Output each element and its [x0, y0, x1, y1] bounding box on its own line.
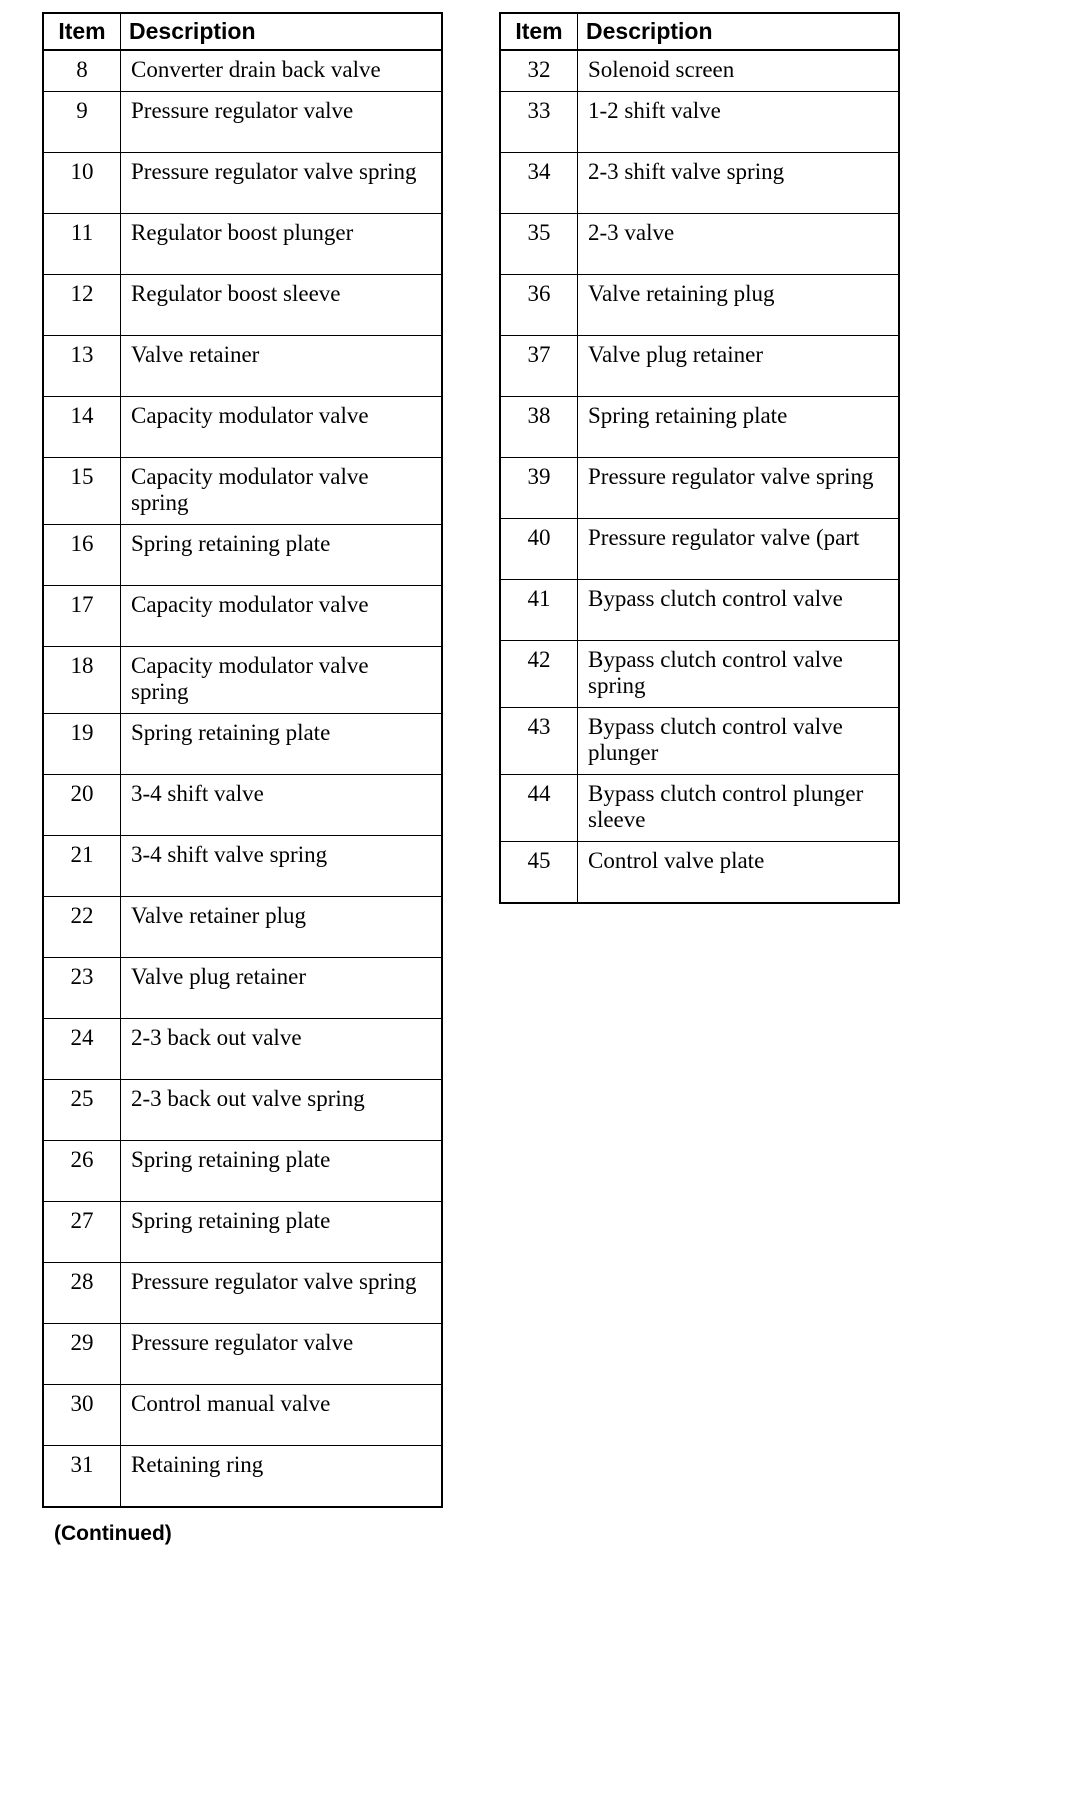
table-row: [43, 647, 442, 714]
description-cell: Pressure regulator valve spring: [121, 1263, 443, 1324]
table-row: [500, 50, 899, 92]
table-row: [500, 519, 899, 580]
description-cell: Bypass clutch control valve: [578, 580, 900, 641]
description-cell: Pressure regulator valve spring: [121, 153, 443, 214]
table-row: [43, 275, 442, 336]
description-cell: Pressure regulator valve: [121, 92, 443, 153]
description-cell: Spring retaining plate: [121, 714, 443, 775]
item-cell: 19: [43, 714, 121, 775]
item-cell: 11: [43, 214, 121, 275]
description-cell: Pressure regulator valve: [121, 1324, 443, 1385]
table-row: [43, 153, 442, 214]
description-cell: Valve plug retainer: [121, 958, 443, 1019]
table-row: [43, 714, 442, 775]
table-row: [43, 1019, 442, 1080]
description-cell: 3-4 shift valve: [121, 775, 443, 836]
table-row: [500, 153, 899, 214]
item-cell: 13: [43, 336, 121, 397]
item-cell: 29: [43, 1324, 121, 1385]
description-cell: Capacity modulator valve: [121, 397, 443, 458]
description-cell: 3-4 shift valve spring: [121, 836, 443, 897]
table-row: [43, 50, 442, 92]
table-row: [43, 958, 442, 1019]
table-row: [43, 1446, 442, 1508]
description-cell: Pressure regulator valve spring: [578, 458, 900, 519]
table-row: [43, 1324, 442, 1385]
description-cell: Valve plug retainer: [578, 336, 900, 397]
description-cell: Control manual valve: [121, 1385, 443, 1446]
item-header-cell: Item: [500, 13, 578, 50]
item-cell: 14: [43, 397, 121, 458]
parts-table-right: [499, 12, 900, 904]
description-cell: Converter drain back valve: [121, 50, 443, 92]
description-cell: Regulator boost sleeve: [121, 275, 443, 336]
description-cell: Bypass clutch control valve spring: [578, 641, 900, 708]
item-cell: 22: [43, 897, 121, 958]
table-row: [43, 92, 442, 153]
description-header-cell: Description: [121, 13, 443, 50]
description-cell: Pressure regulator valve (part: [578, 519, 900, 580]
description-cell: Retaining ring: [121, 1446, 443, 1508]
table-row: [500, 842, 899, 904]
item-cell: 31: [43, 1446, 121, 1508]
item-cell: 16: [43, 525, 121, 586]
item-cell: 17: [43, 586, 121, 647]
table-row: [500, 708, 899, 775]
table-row: [43, 458, 442, 525]
description-cell: Bypass clutch control plunger sleeve: [578, 775, 900, 842]
table-row: [500, 580, 899, 641]
header-row: [500, 13, 899, 50]
table-row: [43, 214, 442, 275]
item-header-cell: Item: [43, 13, 121, 50]
item-cell: 41: [500, 580, 578, 641]
table-row: [43, 397, 442, 458]
description-cell: Valve retainer plug: [121, 897, 443, 958]
item-cell: 28: [43, 1263, 121, 1324]
description-cell: Spring retaining plate: [578, 397, 900, 458]
description-cell: Valve retaining plug: [578, 275, 900, 336]
item-cell: 20: [43, 775, 121, 836]
item-cell: 35: [500, 214, 578, 275]
table-row: [43, 1080, 442, 1141]
table-row: [500, 336, 899, 397]
table-row: [43, 897, 442, 958]
table-row: [500, 92, 899, 153]
item-cell: 37: [500, 336, 578, 397]
table-row: [500, 397, 899, 458]
item-cell: 9: [43, 92, 121, 153]
table-row: [500, 214, 899, 275]
item-cell: 10: [43, 153, 121, 214]
item-cell: 27: [43, 1202, 121, 1263]
description-cell: 1-2 shift valve: [578, 92, 900, 153]
table-row: [43, 836, 442, 897]
table-row: [43, 1263, 442, 1324]
description-cell: Regulator boost plunger: [121, 214, 443, 275]
item-cell: 15: [43, 458, 121, 525]
parts-table-left: [42, 12, 443, 1508]
item-cell: 25: [43, 1080, 121, 1141]
table-row: [43, 586, 442, 647]
item-cell: 43: [500, 708, 578, 775]
table-row: [500, 641, 899, 708]
description-cell: Spring retaining plate: [121, 1202, 443, 1263]
item-cell: 33: [500, 92, 578, 153]
table-row: [500, 775, 899, 842]
item-cell: 23: [43, 958, 121, 1019]
description-cell: Valve retainer: [121, 336, 443, 397]
item-cell: 45: [500, 842, 578, 904]
table-row: [500, 458, 899, 519]
item-cell: 36: [500, 275, 578, 336]
item-cell: 44: [500, 775, 578, 842]
table-row: [43, 1202, 442, 1263]
description-cell: Capacity modulator valve spring: [121, 647, 443, 714]
description-cell: Control valve plate: [578, 842, 900, 904]
description-cell: Solenoid screen: [578, 50, 900, 92]
item-cell: 24: [43, 1019, 121, 1080]
description-cell: Spring retaining plate: [121, 525, 443, 586]
description-cell: Bypass clutch control valve plunger: [578, 708, 900, 775]
description-cell: 2-3 back out valve: [121, 1019, 443, 1080]
table-row: [43, 525, 442, 586]
description-cell: 2-3 back out valve spring: [121, 1080, 443, 1141]
tables-container: [42, 12, 1072, 1508]
description-cell: 2-3 valve: [578, 214, 900, 275]
item-cell: 42: [500, 641, 578, 708]
item-cell: 26: [43, 1141, 121, 1202]
item-cell: 39: [500, 458, 578, 519]
item-cell: 30: [43, 1385, 121, 1446]
item-cell: 21: [43, 836, 121, 897]
description-cell: Capacity modulator valve: [121, 586, 443, 647]
item-cell: 8: [43, 50, 121, 92]
description-header-cell: Description: [578, 13, 900, 50]
description-cell: 2-3 shift valve spring: [578, 153, 900, 214]
header-row: [43, 13, 442, 50]
item-cell: 38: [500, 397, 578, 458]
table-row: [43, 1385, 442, 1446]
item-cell: 40: [500, 519, 578, 580]
description-cell: Spring retaining plate: [121, 1141, 443, 1202]
description-cell: Capacity modulator valve spring: [121, 458, 443, 525]
table-row: [43, 336, 442, 397]
item-cell: 12: [43, 275, 121, 336]
item-cell: 34: [500, 153, 578, 214]
item-cell: 32: [500, 50, 578, 92]
table-row: [43, 775, 442, 836]
table-row: [43, 1141, 442, 1202]
table-row: [500, 275, 899, 336]
continued-label: (Continued): [54, 1522, 172, 1545]
item-cell: 18: [43, 647, 121, 714]
